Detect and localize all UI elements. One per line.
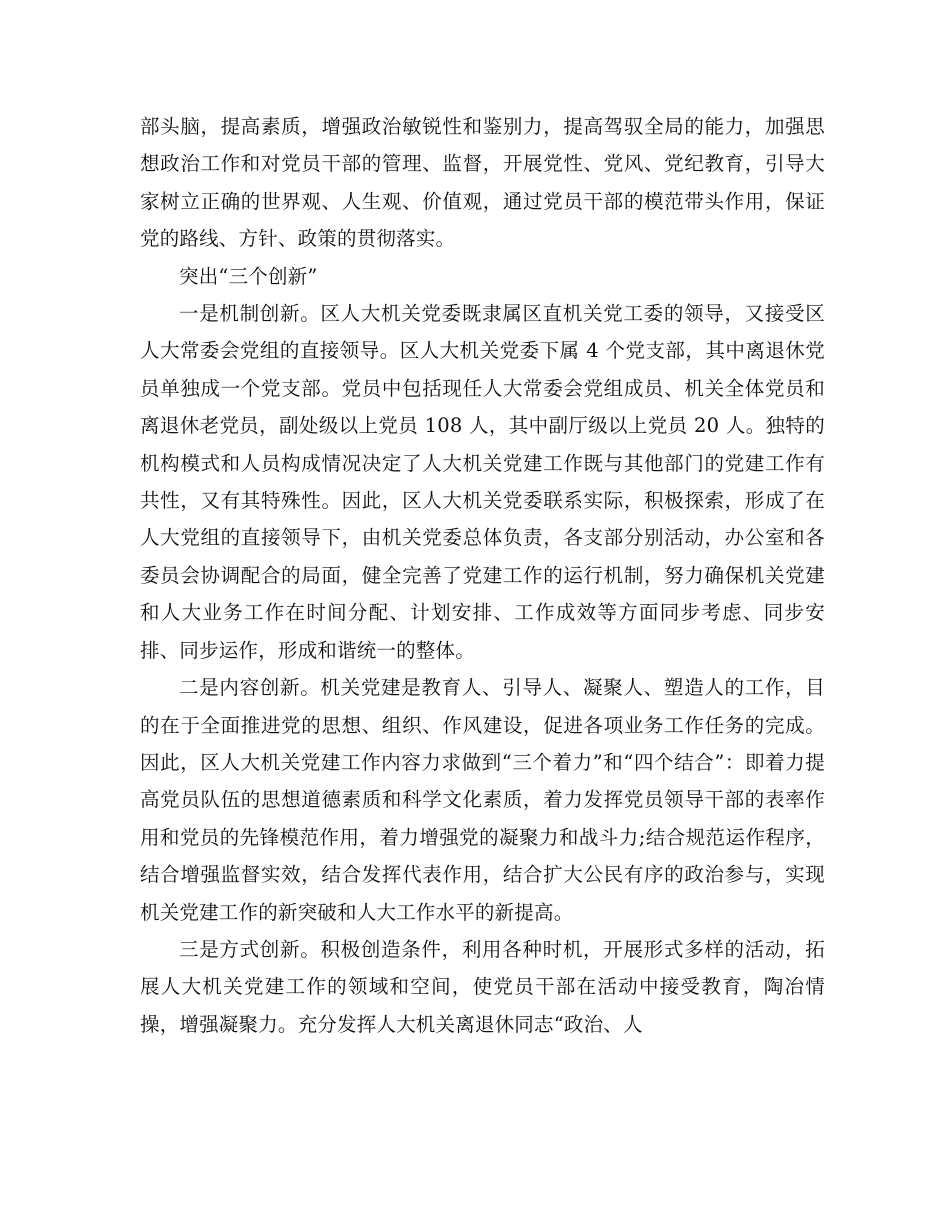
section-heading-three-innovations: 突出“三个创新” bbox=[179, 264, 318, 288]
paragraph-content-innovation: 二是内容创新。机关党建是教育人、引导人、凝聚人、塑造人的工作，目的在于全面推进党的思想、组织、作风建设，促进各项业务工作任务的完成。因此，区人大机关党建工作内容力求做到“三个着力”和“四个结合”：即着力提高党员队伍的思想道德素质和科学文化素质，着力发挥党员领导干部的表率作用和党员的先锋模范作用，着力增强党的凝聚力和战斗力;结合规范运作程序，结合增强监督实效，结合发挥代表作用，结合扩大公民有序的政治参与，实现机关党建工作的新突破和人大工作水平的新提高。 bbox=[140, 676, 825, 924]
paragraph-party-education: 部头脑，提高素质，增强政治敏锐性和鉴别力，提高驾驭全局的能力，加强思想政治工作和对党员干部的管理、监督，开展党性、党风、党纪教育，引导大家树立正确的世界观、人生观、价值观，通过党员干部的模范带头作用，保证党的路线、方针、政策的贯彻落实。 bbox=[140, 115, 825, 251]
paragraph-method-innovation: 三是方式创新。积极创造条件，利用各种时机，开展形式多样的活动，拓展人大机关党建工作的领域和空间，使党员干部在活动中接受教育，陶冶情操，增强凝聚力。充分发挥人大机关离退休同志“政治、人 bbox=[140, 937, 825, 1036]
document-body bbox=[140, 108, 825, 1043]
paragraph-mechanism-innovation: 一是机制创新。区人大机关党委既隶属区直机关党工委的领导，又接受区人大常委会党组的直接领导。区人大机关党委下属 4 个党支部，其中离退休党员单独成一个党支部。党员中包括现任人大常委会党组成员、机关全体党员和离退休老党员，副处级以上党员 108 人，其中副厅级以上党员 20 人。独特的机构模式和人员构成情况决定了人大机关党建工作既与其他部门的党建工作有共性，又有其特殊性。因此，区人大机关党委联系实际，积极探索，形成了在人大党组的直接领导下，由机关党委总体负责，各支部分别活动，办公室和各委员会协调配合的局面，健全完善了党建工作的运行机制，努力确保机关党建和人大业务工作在时间分配、计划安排、工作成效等方面同步考虑、同步安排、同步运作，形成和谐统一的整体。 bbox=[140, 302, 825, 662]
